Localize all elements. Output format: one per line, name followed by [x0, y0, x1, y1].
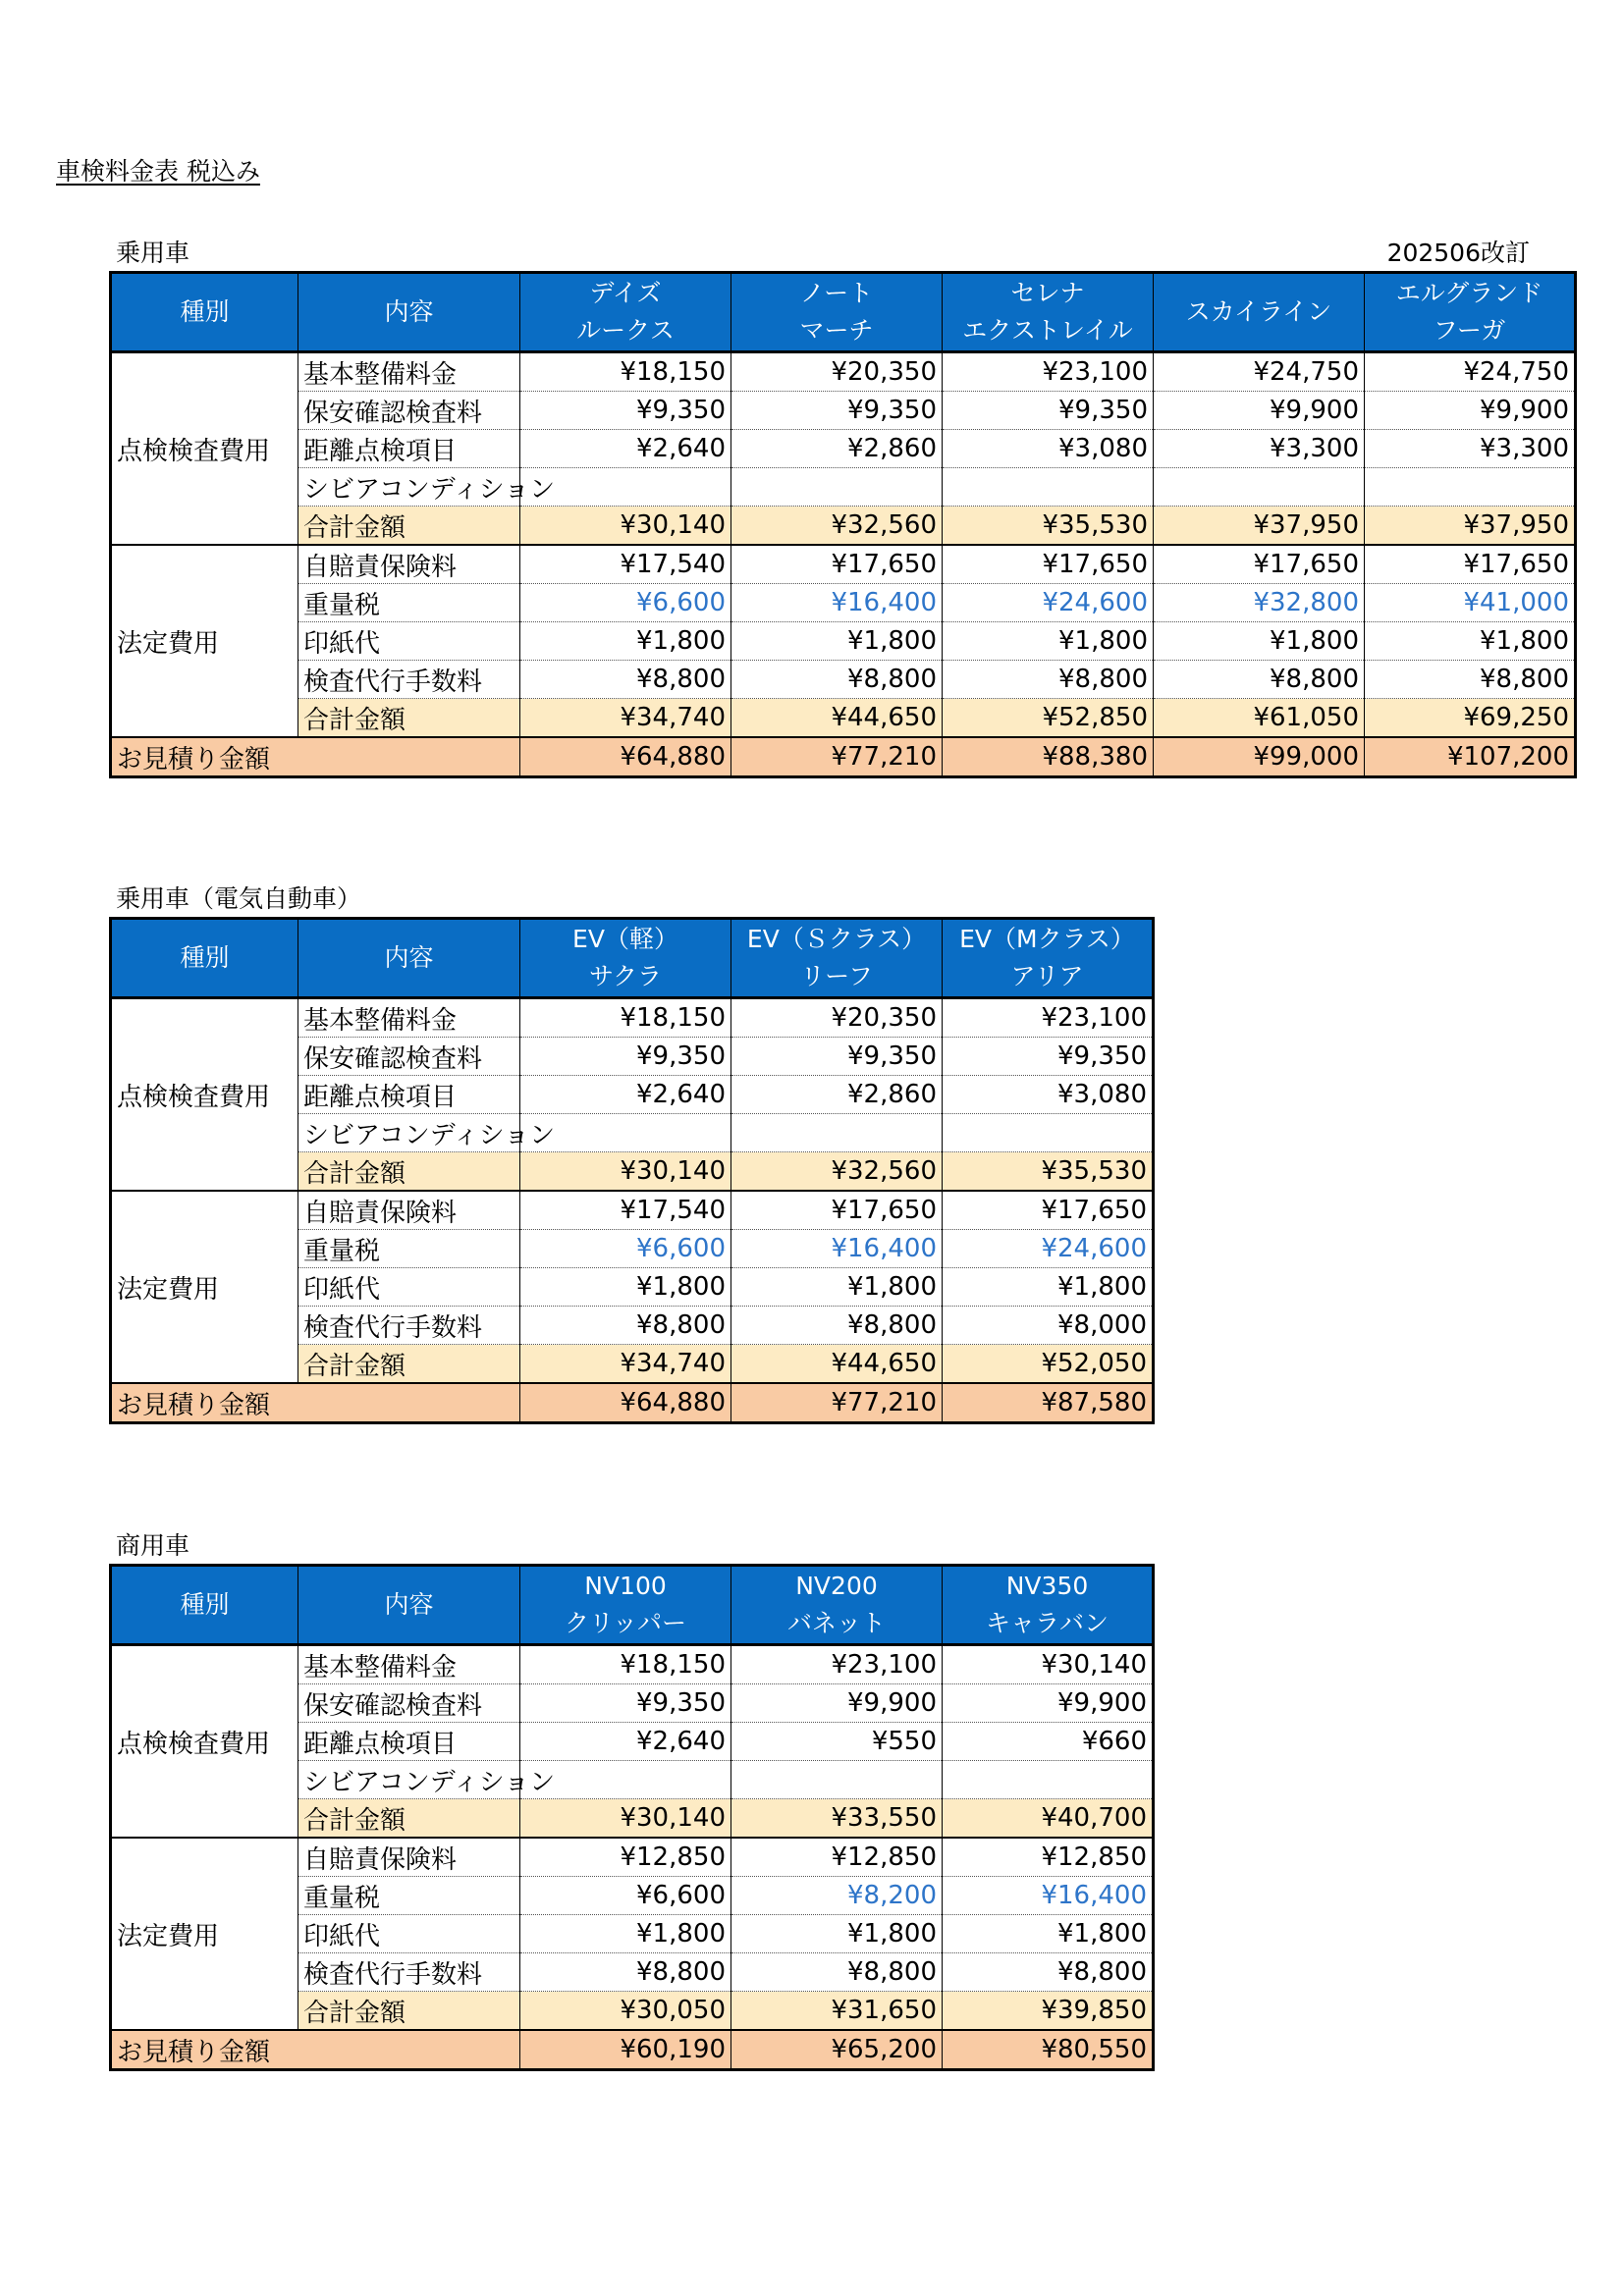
- fee-row: [111, 1645, 1154, 1684]
- price-cell: ¥30,050: [520, 1992, 731, 2031]
- price-cell: ¥34,740: [520, 699, 731, 738]
- price-cell: ¥35,530: [943, 507, 1154, 546]
- price-cell: ¥23,100: [943, 352, 1154, 392]
- row-label: 重量税: [298, 1877, 520, 1915]
- model-line2: ルークス: [576, 316, 675, 345]
- model-line1: エルグランド: [1395, 279, 1543, 307]
- price-cell: ¥9,350: [731, 1038, 943, 1076]
- grand-total-cell: ¥77,210: [731, 737, 943, 777]
- price-cell: ¥52,050: [943, 1345, 1154, 1384]
- price-cell: ¥17,540: [520, 545, 731, 584]
- grand-total-label: お見積り金額: [111, 2030, 520, 2070]
- price-cell: ¥1,800: [731, 1268, 943, 1307]
- price-cell: ¥40,700: [943, 1799, 1154, 1839]
- header-model: [731, 919, 943, 998]
- price-cell: [1154, 468, 1365, 507]
- price-cell: ¥3,300: [1154, 430, 1365, 468]
- price-cell: ¥39,850: [943, 1992, 1154, 2031]
- price-cell: ¥32,800: [1154, 584, 1365, 622]
- header-model: [943, 273, 1154, 352]
- price-cell: ¥44,650: [731, 699, 943, 738]
- price-cell: ¥24,750: [1154, 352, 1365, 392]
- price-cell: [943, 468, 1154, 507]
- price-cell: ¥6,600: [520, 584, 731, 622]
- price-cell: [943, 1114, 1154, 1152]
- row-label: 合計金額: [298, 1152, 520, 1192]
- price-cell: ¥32,560: [731, 507, 943, 546]
- header-row: [111, 273, 1576, 352]
- document-title: 車検料金表 税込み: [56, 157, 260, 186]
- header-model: [731, 1566, 943, 1645]
- price-cell: ¥31,650: [731, 1992, 943, 2031]
- model-line1: EV（Mクラス）: [959, 925, 1135, 953]
- row-label: シビアコンディション: [298, 1761, 520, 1799]
- grand-total-cell: ¥65,200: [731, 2030, 943, 2070]
- row-label: 距離点検項目: [298, 1723, 520, 1761]
- grand-total-row: [111, 2030, 1154, 2070]
- price-cell: ¥9,350: [520, 1684, 731, 1723]
- grand-total-label: お見積り金額: [111, 737, 520, 777]
- row-label: 重量税: [298, 584, 520, 622]
- fee-row: [111, 622, 1576, 661]
- price-cell: ¥37,950: [1154, 507, 1365, 546]
- model-line2: バネット: [786, 1609, 886, 1637]
- price-cell: ¥3,300: [1365, 430, 1576, 468]
- price-cell: ¥12,850: [943, 1838, 1154, 1877]
- price-cell: ¥2,860: [731, 1076, 943, 1114]
- price-cell: ¥1,800: [943, 1268, 1154, 1307]
- row-label: 合計金額: [298, 699, 520, 738]
- row-label: 合計金額: [298, 1799, 520, 1839]
- grand-total-cell: ¥107,200: [1365, 737, 1576, 777]
- row-label: 自賠責保険料: [298, 1191, 520, 1230]
- price-cell: ¥660: [943, 1723, 1154, 1761]
- price-cell: ¥32,560: [731, 1152, 943, 1192]
- price-cell: ¥18,150: [520, 1645, 731, 1684]
- price-cell: [1365, 468, 1576, 507]
- fee-row: [111, 661, 1576, 699]
- price-cell: ¥9,350: [943, 1038, 1154, 1076]
- model-line1: NV100: [584, 1572, 667, 1600]
- header-model: [520, 919, 731, 998]
- price-cell: ¥35,530: [943, 1152, 1154, 1192]
- subtotal-row: [111, 699, 1576, 738]
- model-line1: セレナ: [1010, 279, 1085, 307]
- header-content: 内容: [298, 919, 520, 998]
- price-cell: ¥9,350: [731, 392, 943, 430]
- model-line2: アリア: [1010, 962, 1084, 990]
- price-cell: ¥2,640: [520, 1723, 731, 1761]
- price-cell: ¥8,800: [731, 661, 943, 699]
- row-label: 距離点検項目: [298, 430, 520, 468]
- price-cell: ¥17,650: [943, 545, 1154, 584]
- row-label: 基本整備料金: [298, 352, 520, 392]
- model-line1: EV（軽）: [572, 925, 678, 953]
- header-content: 内容: [298, 273, 520, 352]
- header-model: [1365, 273, 1576, 352]
- price-cell: ¥6,600: [520, 1877, 731, 1915]
- price-cell: ¥8,800: [943, 1953, 1154, 1992]
- fee-row: [111, 352, 1576, 392]
- price-cell: ¥8,800: [731, 1307, 943, 1345]
- grand-total-row: [111, 737, 1576, 777]
- price-cell: ¥1,800: [943, 1915, 1154, 1953]
- model-line1: NV350: [1005, 1572, 1089, 1600]
- row-label: 基本整備料金: [298, 1645, 520, 1684]
- price-cell: ¥3,080: [943, 1076, 1154, 1114]
- price-cell: ¥9,350: [520, 1038, 731, 1076]
- row-label: シビアコンディション: [298, 468, 520, 507]
- price-cell: ¥23,100: [943, 998, 1154, 1038]
- price-cell: ¥8,800: [731, 1953, 943, 1992]
- row-label: 合計金額: [298, 1992, 520, 2031]
- model-line2: エクストレイル: [962, 316, 1133, 345]
- price-cell: ¥8,800: [520, 661, 731, 699]
- price-cell: ¥16,400: [731, 1230, 943, 1268]
- price-cell: ¥1,800: [1365, 622, 1576, 661]
- header-row: [111, 919, 1154, 998]
- price-cell: ¥9,350: [943, 392, 1154, 430]
- fee-row: [111, 468, 1576, 507]
- price-cell: ¥1,800: [1154, 622, 1365, 661]
- category-label: 法定費用: [111, 1191, 298, 1383]
- row-label: 基本整備料金: [298, 998, 520, 1038]
- price-cell: ¥18,150: [520, 352, 731, 392]
- grand-total-cell: ¥88,380: [943, 737, 1154, 777]
- header-model: [943, 919, 1154, 998]
- row-label: 合計金額: [298, 507, 520, 546]
- header-content: 内容: [298, 1566, 520, 1645]
- row-label: 印紙代: [298, 1915, 520, 1953]
- row-label: 保安確認検査料: [298, 1684, 520, 1723]
- section-title: 乗用車: [116, 239, 190, 267]
- price-cell: ¥52,850: [943, 699, 1154, 738]
- fee-row: [111, 1191, 1154, 1230]
- model-line2: リーフ: [800, 962, 873, 990]
- price-cell: ¥8,000: [943, 1307, 1154, 1345]
- price-cell: ¥20,350: [731, 998, 943, 1038]
- price-cell: ¥550: [731, 1723, 943, 1761]
- grand-total-cell: ¥80,550: [943, 2030, 1154, 2070]
- subtotal-row: [111, 507, 1576, 546]
- price-cell: ¥34,740: [520, 1345, 731, 1384]
- grand-total-cell: ¥64,880: [520, 1383, 731, 1423]
- row-label: シビアコンディション: [298, 1114, 520, 1152]
- price-cell: ¥37,950: [1365, 507, 1576, 546]
- section-title: 乗用車（電気自動車）: [116, 884, 362, 913]
- price-cell: [731, 468, 943, 507]
- header-row: [111, 1566, 1154, 1645]
- price-cell: ¥44,650: [731, 1345, 943, 1384]
- price-cell: ¥33,550: [731, 1799, 943, 1839]
- price-cell: ¥1,800: [520, 1915, 731, 1953]
- grand-total-cell: ¥64,880: [520, 737, 731, 777]
- price-cell: ¥9,350: [520, 392, 731, 430]
- model-line2: フーガ: [1433, 316, 1506, 345]
- row-label: 検査代行手数料: [298, 1953, 520, 1992]
- fee-table: [109, 271, 1577, 778]
- category-label: 点検検査費用: [111, 352, 298, 546]
- price-cell: ¥1,800: [520, 622, 731, 661]
- category-label: 点検検査費用: [111, 998, 298, 1192]
- fee-row: [111, 545, 1576, 584]
- model-line2: サクラ: [588, 962, 662, 990]
- model-line1: ノート: [799, 279, 874, 307]
- price-cell: ¥24,750: [1365, 352, 1576, 392]
- grand-total-cell: ¥99,000: [1154, 737, 1365, 777]
- row-label: 自賠責保険料: [298, 1838, 520, 1877]
- header-model: [731, 273, 943, 352]
- fee-table: [109, 1564, 1155, 2071]
- row-label: 検査代行手数料: [298, 661, 520, 699]
- model-line1: スカイライン: [1185, 297, 1332, 326]
- price-cell: ¥8,800: [1154, 661, 1365, 699]
- price-cell: ¥16,400: [731, 584, 943, 622]
- price-cell: ¥17,650: [731, 1191, 943, 1230]
- model-line1: デイズ: [589, 279, 662, 307]
- header-model: [520, 1566, 731, 1645]
- price-cell: ¥9,900: [1365, 392, 1576, 430]
- price-cell: ¥17,540: [520, 1191, 731, 1230]
- header-model: [1154, 273, 1365, 352]
- price-cell: ¥17,650: [943, 1191, 1154, 1230]
- price-cell: ¥18,150: [520, 998, 731, 1038]
- price-cell: ¥69,250: [1365, 699, 1576, 738]
- price-cell: ¥8,800: [520, 1953, 731, 1992]
- price-cell: ¥17,650: [1154, 545, 1365, 584]
- price-cell: ¥30,140: [520, 1152, 731, 1192]
- price-cell: ¥24,600: [943, 1230, 1154, 1268]
- price-cell: ¥30,140: [520, 1799, 731, 1839]
- row-label: 重量税: [298, 1230, 520, 1268]
- price-cell: ¥24,600: [943, 584, 1154, 622]
- row-label: 自賠責保険料: [298, 545, 520, 584]
- row-label: 合計金額: [298, 1345, 520, 1384]
- header-type: 種別: [111, 919, 298, 998]
- grand-total-row: [111, 1383, 1154, 1423]
- grand-total-cell: ¥60,190: [520, 2030, 731, 2070]
- price-cell: ¥30,140: [520, 507, 731, 546]
- price-cell: ¥1,800: [731, 622, 943, 661]
- price-cell: ¥1,800: [520, 1268, 731, 1307]
- price-cell: ¥9,900: [943, 1684, 1154, 1723]
- price-cell: ¥8,800: [520, 1307, 731, 1345]
- category-label: 点検検査費用: [111, 1645, 298, 1839]
- fee-row: [111, 998, 1154, 1038]
- price-cell: ¥30,140: [943, 1645, 1154, 1684]
- price-cell: ¥6,600: [520, 1230, 731, 1268]
- price-cell: ¥1,800: [731, 1915, 943, 1953]
- price-cell: ¥41,000: [1365, 584, 1576, 622]
- grand-total-cell: ¥77,210: [731, 1383, 943, 1423]
- price-cell: ¥23,100: [731, 1645, 943, 1684]
- price-cell: ¥9,900: [1154, 392, 1365, 430]
- revision-label: 202506改訂: [1386, 239, 1530, 267]
- price-cell: ¥9,900: [731, 1684, 943, 1723]
- grand-total-cell: ¥87,580: [943, 1383, 1154, 1423]
- price-cell: ¥8,800: [943, 661, 1154, 699]
- price-cell: [731, 1761, 943, 1799]
- row-label: 印紙代: [298, 1268, 520, 1307]
- price-cell: ¥12,850: [731, 1838, 943, 1877]
- row-label: 保安確認検査料: [298, 392, 520, 430]
- header-model: [520, 273, 731, 352]
- model-line2: キャラバン: [985, 1609, 1109, 1637]
- price-cell: ¥17,650: [1365, 545, 1576, 584]
- row-label: 保安確認検査料: [298, 1038, 520, 1076]
- row-label: 距離点検項目: [298, 1076, 520, 1114]
- price-cell: [731, 1114, 943, 1152]
- price-cell: ¥12,850: [520, 1838, 731, 1877]
- fee-row: [111, 1838, 1154, 1877]
- price-cell: ¥2,640: [520, 430, 731, 468]
- fee-row: [111, 430, 1576, 468]
- model-line1: EV（Ｓクラス）: [746, 925, 927, 953]
- category-label: 法定費用: [111, 1838, 298, 2030]
- fee-row: [111, 392, 1576, 430]
- price-cell: ¥2,640: [520, 1076, 731, 1114]
- fee-table: [109, 917, 1155, 1424]
- price-cell: ¥8,200: [731, 1877, 943, 1915]
- price-cell: ¥1,800: [943, 622, 1154, 661]
- grand-total-label: お見積り金額: [111, 1383, 520, 1423]
- price-cell: ¥2,860: [731, 430, 943, 468]
- price-cell: ¥8,800: [1365, 661, 1576, 699]
- price-cell: ¥61,050: [1154, 699, 1365, 738]
- header-type: 種別: [111, 1566, 298, 1645]
- model-line2: マーチ: [799, 316, 874, 345]
- model-line2: クリッパー: [564, 1609, 686, 1637]
- price-cell: ¥3,080: [943, 430, 1154, 468]
- price-cell: ¥16,400: [943, 1877, 1154, 1915]
- category-label: 法定費用: [111, 545, 298, 737]
- header-type: 種別: [111, 273, 298, 352]
- price-cell: ¥17,650: [731, 545, 943, 584]
- header-model: [943, 1566, 1154, 1645]
- section-title: 商用車: [116, 1531, 190, 1560]
- row-label: 印紙代: [298, 622, 520, 661]
- price-cell: ¥20,350: [731, 352, 943, 392]
- price-cell: [943, 1761, 1154, 1799]
- model-line1: NV200: [795, 1572, 878, 1600]
- row-label: 検査代行手数料: [298, 1307, 520, 1345]
- fee-row: [111, 584, 1576, 622]
